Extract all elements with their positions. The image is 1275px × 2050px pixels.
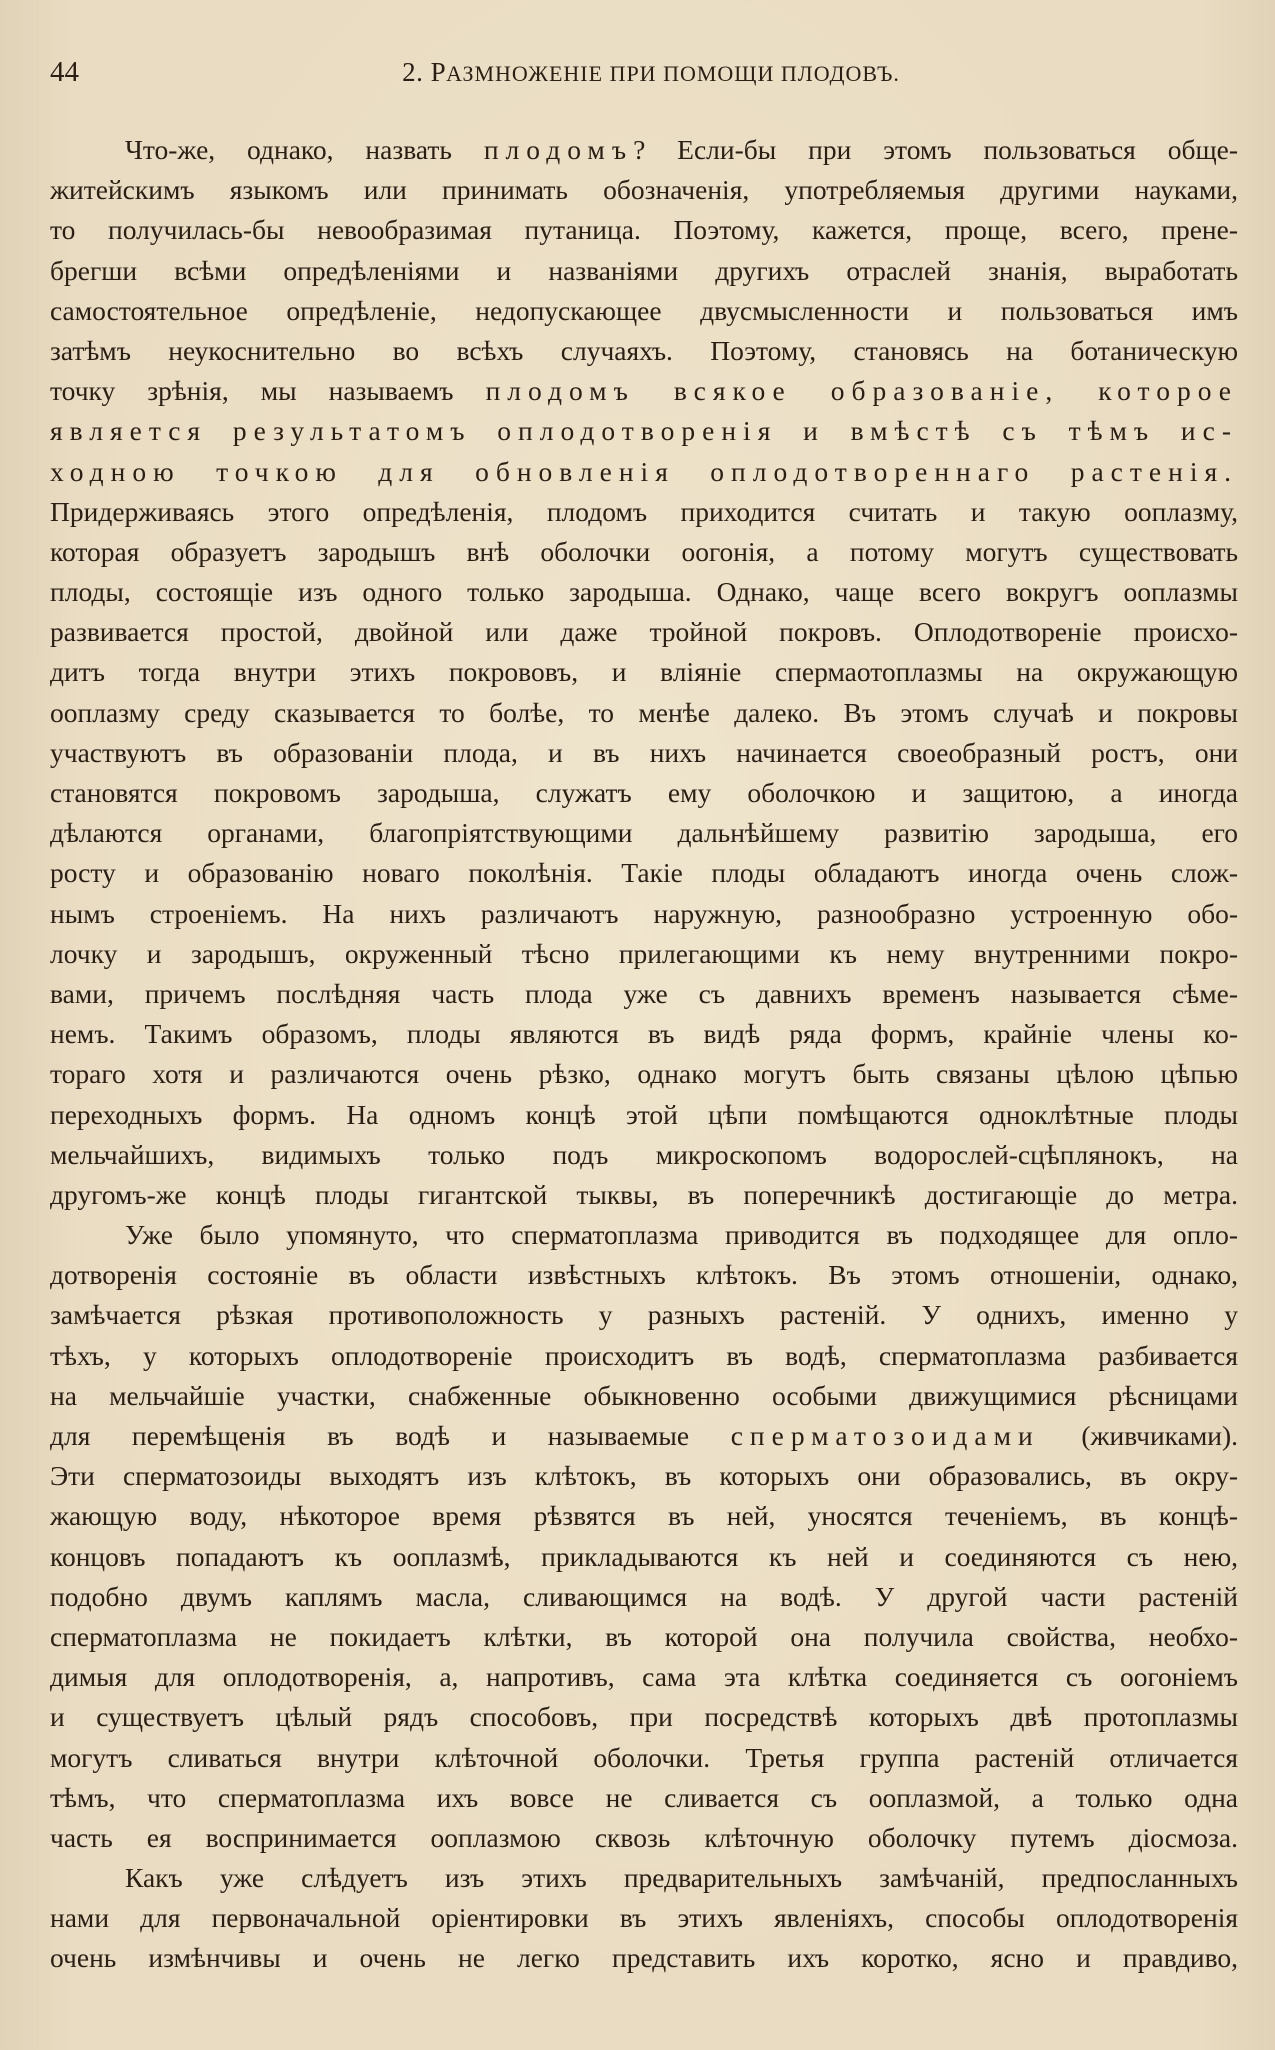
text-run: переходныхъ формъ. На одномъ концѣ этой цѣпи помѣщаются одноклѣтные плоды [50,1098,1238,1130]
emphasized-term: ходною точкою для обновленiя оплодотвореннаго растенiя. [50,455,1238,487]
text-run: точку зрѣнiя, мы называемъ [50,375,486,407]
text-run: нами для первоначальной орiентировки въ этихъ явленiяхъ, способы оплодотворенiя [50,1902,1238,1934]
text-run: росту и образованiю новаго поколѣнiя. Такiе плоды обладаютъ иногда очень слож- [50,857,1238,889]
text-run: на мельчайшiе участки, снабженные обыкновенно особыми движущимися рѣсницами [50,1379,1238,1411]
text-run: которая образуетъ зародышъ внѣ оболочки оогонiя, а потому могутъ существовать [50,535,1238,567]
text-line [50,452,1238,492]
text-run: часть ея воспринимается ооплазмою сквозь клѣточную оболочку путемъ дiосмоза. [50,1821,1238,1853]
text-line [50,210,1238,250]
running-head-title: АЗМНОЖЕНIЕ ПРИ ПОМОЩИ ПЛОДОВЪ. [446,61,900,86]
text-line [50,1416,1238,1456]
text-run: тѣхъ, у которыхъ оплодотворенiе происходитъ въ водѣ, сперматоплазма разбивается [50,1339,1238,1371]
text-line [50,1938,1238,1978]
text-run: дѣлаются органами, благопрiятствующими дальнѣйшему развитiю зародыша, его [50,817,1238,849]
text-run: тѣмъ, что сперматоплазма ихъ вовсе не сливается съ ооплазмой, а только одна [50,1781,1238,1813]
text-line [50,1336,1238,1376]
text-run: брегши всѣми опредѣленiями и названiями другихъ отраслей знанiя, выработать [50,254,1238,286]
text-run: вами, причемъ послѣдняя часть плода уже съ давнихъ временъ называется сѣме- [50,977,1238,1009]
text-line [50,652,1238,692]
text-line [50,934,1238,974]
text-run: нымъ строенiемъ. На нихъ различаютъ наружную, разнообразно устроенную обо- [50,897,1238,929]
page-header [50,50,1232,94]
text-line [50,1095,1238,1135]
text-line [50,1255,1238,1295]
text-line [50,813,1238,853]
text-run: для перемѣщенiя въ водѣ и называемые [50,1420,731,1451]
text-run: участвуютъ въ образованiи плода, и въ нихъ начинается своеобразный ростъ, они [50,736,1238,768]
text-run: затѣмъ неукоснительно во всѣхъ случаяхъ. Поэтому, становясь на ботаническую [50,334,1238,366]
text-run: ооплазму среду сказывается то болѣе, то менѣе далеко. Въ этомъ случаѣ и покровы [50,696,1238,728]
emphasized-term: плодомъ всякое образованiе, которое [485,375,1238,407]
text-line [50,130,1238,170]
text-line [50,170,1238,210]
text-line [50,974,1238,1014]
emphasized-term: является результатомъ оплодотворенiя и вмѣстѣ съ тѣмъ ис- [50,415,1238,447]
text-line [50,1818,1238,1858]
text-run: могутъ сливаться внутри клѣточной оболочки. Третья группа растенiй отличается [50,1741,1238,1773]
text-run: сперматоплазма не покидаетъ клѣтки, въ которой она получила свойства, необхо- [50,1620,1238,1652]
text-run: димыя для оплодотворенiя, а, напротивъ, сама эта клѣтка соединяется съ оогонiемъ [50,1661,1238,1693]
emphasized-term: сперматозоидами [730,1420,1040,1451]
text-line [50,1537,1238,1577]
text-line [50,1456,1238,1496]
body-text [50,130,1238,1979]
text-run: замѣчается рѣзкая противоположность у разныхъ растенiй. У однихъ, именно у [50,1299,1238,1331]
text-line [50,1577,1238,1617]
running-head [50,50,1232,96]
text-line [50,612,1238,652]
running-head-number: 2. [402,57,424,87]
text-run: дитъ тогда внутри этихъ покрововъ, и влiянiе спермаотоплазмы на окружающую [50,656,1238,688]
text-run: самостоятельное опредѣленiе, недопускающее двусмысленности и пользоваться имъ [50,294,1238,326]
text-line [50,1657,1238,1697]
text-line [50,693,1238,733]
text-line [50,1215,1238,1255]
text-line [50,1014,1238,1054]
text-line [50,894,1238,934]
text-line [50,1697,1238,1737]
text-run: Эти сперматозоиды выходятъ изъ клѣтокъ, въ которыхъ они образовались, въ окру- [50,1460,1238,1492]
text-line [50,1738,1238,1778]
text-run: тораго хотя и различаются очень рѣзко, однако могутъ быть связаны цѣлою цѣпью [50,1058,1238,1090]
text-line [50,532,1238,572]
text-run: подобно двумъ каплямъ масла, сливающимся на водѣ. У другой части растенiй [50,1580,1238,1612]
text-line [50,1496,1238,1536]
emphasized-term: плодомъ [483,134,634,165]
text-run: другомъ-же концѣ плоды гигантской тыквы, въ поперечникѣ достигающiе до метра. [50,1178,1238,1210]
text-line [50,733,1238,773]
text-line [50,291,1238,331]
text-run: и существуетъ цѣлый рядъ способовъ, при посредствѣ которыхъ двѣ протоплазмы [50,1701,1238,1733]
text-run: жающую воду, нѣкоторое время рѣзвятся въ ней, уносятся теченiемъ, въ концѣ- [50,1500,1238,1532]
text-run: концовъ попадаютъ къ ооплазмѣ, прикладываются къ ней и соединяются съ нею, [50,1540,1238,1572]
text-run: дотворенiя состоянiе въ области извѣстныхъ клѣтокъ. Въ этомъ отношенiи, однако, [50,1259,1238,1291]
text-run: становятся покровомъ зародыша, служатъ ему оболочкою и защитою, а иногда [50,777,1238,808]
text-run: Уже было упомянуто, что сперматоплазма приводится въ подходящее для опло- [125,1219,1238,1251]
text-line [50,1054,1238,1094]
text-run: очень измѣнчивы и очень не легко представить ихъ коротко, ясно и правдиво, [50,1942,1238,1974]
text-run: ? Если-бы при этомъ пользоваться обще- [633,134,1238,165]
text-run: Какъ уже слѣдуетъ изъ этихъ предварительныхъ замѣчанiй, предпосланныхъ [125,1862,1238,1894]
text-line [50,1135,1238,1175]
text-line [50,1898,1238,1938]
text-line [50,1295,1238,1335]
text-line [50,572,1238,612]
text-line [50,1175,1238,1215]
text-line [50,853,1238,893]
text-line [50,371,1238,411]
running-head-initial: Р [430,57,447,87]
text-line [50,1617,1238,1657]
text-run: Придерживаясь этого опредѣленiя, плодомъ приходится считать и такую ооплазму, [50,495,1238,527]
page-number: 44 [50,56,79,88]
text-run: житейскимъ языкомъ или принимать обозначенiя, употребляемыя другими науками, [50,174,1238,206]
text-line [50,411,1238,451]
text-run: развивается простой, двойной или даже тройной покровъ. Оплодотворенiе происхо- [50,616,1238,648]
text-line [50,251,1238,291]
text-line [50,492,1238,532]
text-run: Что-же, однако, назвать [125,134,484,165]
text-line [50,1376,1238,1416]
text-run: то получилась-бы невообразимая путаница. Поэтому, кажется, проще, всего, прене- [50,214,1238,246]
text-run: немъ. Такимъ образомъ, плоды являются въ видѣ ряда формъ, крайнiе члены ко- [50,1018,1238,1050]
text-line [50,1778,1238,1818]
text-run: мельчайшихъ, видимыхъ только подъ микроскопомъ водорослей-сцѣплянокъ, на [50,1138,1238,1170]
text-run: лочку и зародышъ, окруженный тѣсно прилегающими къ нему внутренними покро- [50,937,1238,969]
text-run: плоды, состоящiе изъ одного только зародыша. Однако, чаще всего вокругъ ооплазмы [50,576,1238,608]
text-line [50,773,1238,813]
text-run: (живчиками). [1039,1420,1238,1451]
text-line [50,1858,1238,1898]
text-line [50,331,1238,371]
